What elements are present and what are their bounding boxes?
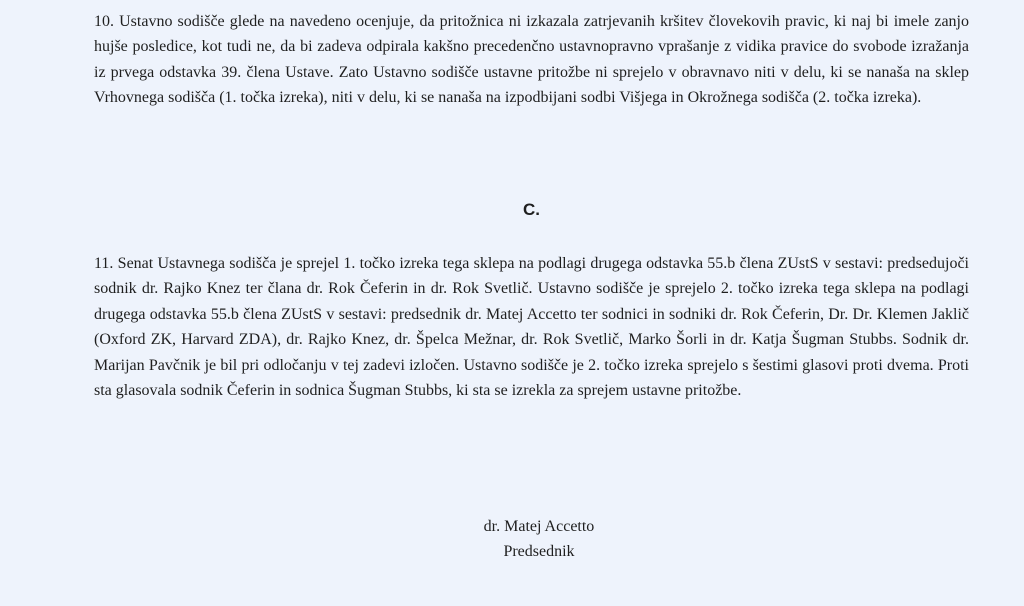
signature-block <box>439 514 639 565</box>
section-heading-c: C. <box>523 200 540 219</box>
paragraph-10: 10. Ustavno sodišče glede na navedeno ocenjuje, da pritožnica ni izkazala zatrjevanih kršitev človekovih pravic, ki naj bi imele zanjo hujše posledice, kot tudi ne, da bi zadeva odpirala kakšno precedenčno ustavnopravno vprašanje z vidika pravice do svobode izražanja iz prvega odstavka 39. člena Ustave. Zato Ustavno sodišče ustavne pritožbe ni sprejelo v obravnavo niti v delu, ki se nanaša na sklep Vrhovnega sodišča (1. točka izreka), niti v delu, ki se nanaša na izpodbijani sodbi Višjega in Okrožnega sodišča (2. točka izreka). <box>94 13 969 107</box>
signatory-title: Predsednik <box>503 543 575 561</box>
paragraph-11: 11. Senat Ustavnega sodišča je sprejel 1. točko izreka tega sklepa na podlagi drugega odstavka 55.b člena ZUstS v sestavi: predsedujoči sodnik dr. Rajko Knez ter člana dr. Rok Čeferin in dr. Rok Svetlič. Ustavno sodišče je sprejelo 2. točko izreka tega sklepa na podlagi drugega odstavka 55.b člena ZUstS v sestavi: predsednik dr. Matej Accetto ter sodnici in sodniki dr. Rok Čeferin, Dr. Dr. Klemen Jaklič (Oxford ZK, Harvard ZDA), dr. Rajko Knez, dr. Špelca Mežnar, dr. Rok Svetlič, Marko Šorli in dr. Katja Šugman Stubbs. Sodnik dr. Marijan Pavčnik je bil pri odločanju v tej zadevi izločen. Ustavno sodišče je 2. točko izreka sprejelo s šestimi glasovi proti dvema. Proti sta glasovala sodnik Čeferin in sodnica Šugman Stubbs, ki sta se izrekla za sprejem ustavne pritožbe. <box>94 255 969 400</box>
signatory-name: dr. Matej Accetto <box>483 518 595 535</box>
document-page <box>94 0 969 606</box>
